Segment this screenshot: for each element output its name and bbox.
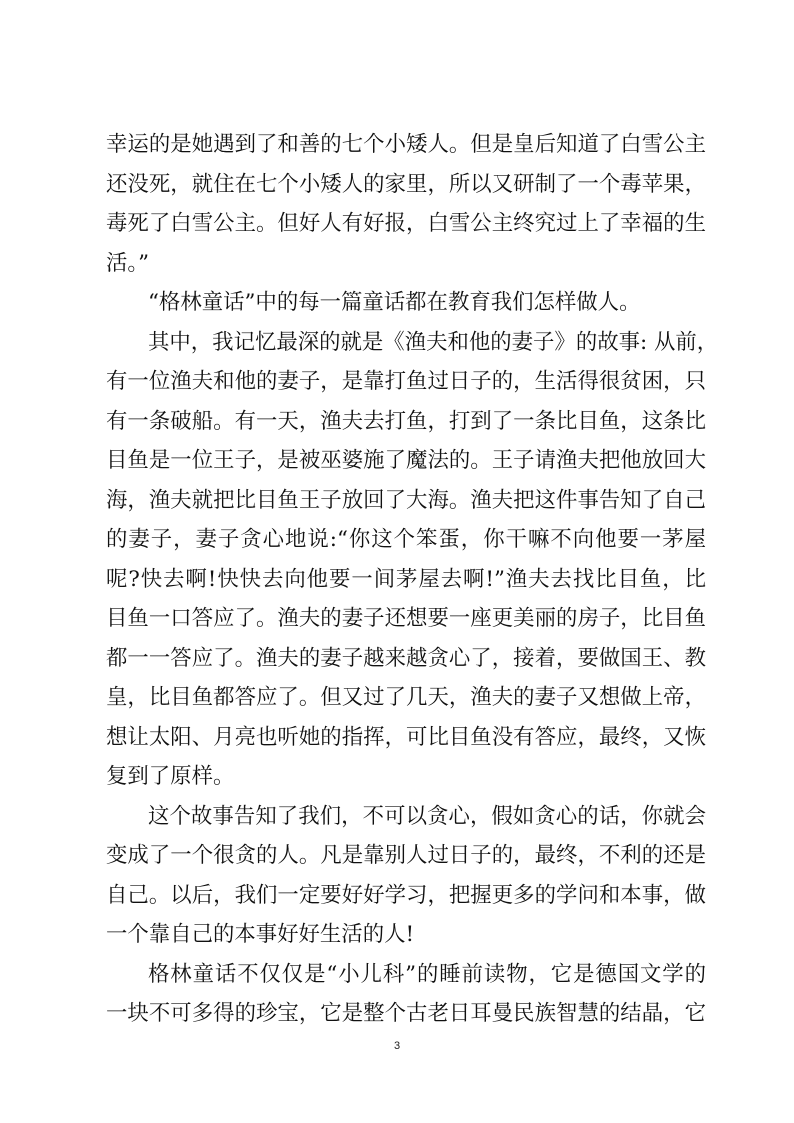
text-line: 一个靠自己的本事好好生活的人! [106, 922, 415, 947]
text-line: 皇，比目鱼都答应了。但又过了几天，渔夫的妻子又想做上帝， [106, 685, 706, 710]
text-line: 变成了一个很贪的人。凡是靠别人过日子的，最终，不利的还是 [106, 843, 706, 868]
text-line: 格林童话不仅仅是“小儿科”的睡前读物，它是德国文学的 [148, 961, 706, 987]
text-line: 呢?快去啊!快快去向他要一间茅屋去啊!”渔夫去找比目鱼，比 [106, 566, 706, 592]
body-text [106, 125, 719, 1034]
page-number: 3 [393, 1040, 401, 1052]
text-line: 目鱼是一位王子，是被巫婆施了魔法的。王子请渔夫把他放回大 [106, 448, 706, 473]
text-line: 活。” [106, 250, 150, 276]
text-line: 都一一答应了。渔夫的妻子越来越贪心了，接着，要做国王、教 [106, 645, 706, 671]
text-line: 毒死了白雪公主。但好人有好报，白雪公主终究过上了幸福的生 [106, 211, 706, 236]
text-line: 有一条破船。有一天，渔夫去打鱼，打到了一条比目鱼，这条比 [106, 408, 706, 434]
text-line: 还没死，就住在七个小矮人的家里，所以又研制了一个毒苹果， [106, 171, 706, 197]
text-line: 想让太阳、月亮也听她的指挥，可比目鱼没有答应，最终，又恢 [106, 724, 706, 750]
text-line: 复到了原样。 [106, 764, 235, 789]
text-line: “格林童话”中的每一篇童话都在教育我们怎样做人。 [148, 290, 641, 315]
text-line: 自己。以后，我们一定要好好学习，把握更多的学问和本事，做 [106, 882, 706, 908]
text-line: 一块不可多得的珍宝，它是整个古老日耳曼民族智慧的结晶，它 [106, 1001, 706, 1026]
text-line: 幸运的是她遇到了和善的七个小矮人。但是皇后知道了白雪公主 [106, 132, 706, 157]
text-line: 有一位渔夫和他的妻子，是靠打鱼过日子的，生活得很贫困，只 [106, 369, 706, 394]
text-line: 海，渔夫就把比目鱼王子放回了大海。渔夫把这件事告知了自己 [106, 487, 706, 513]
text-line: 这个故事告知了我们，不可以贪心，假如贪心的话，你就会 [148, 803, 706, 829]
text-line: 其中，我记忆最深的就是《渔夫和他的妻子》的故事: 从前， [148, 329, 719, 355]
text-line: 目鱼一口答应了。渔夫的妻子还想要一座更美丽的房子，比目鱼 [106, 606, 706, 631]
text-line: 的妻子，妻子贪心地说:“你这个笨蛋，你干嘛不向他要一茅屋 [106, 527, 706, 552]
